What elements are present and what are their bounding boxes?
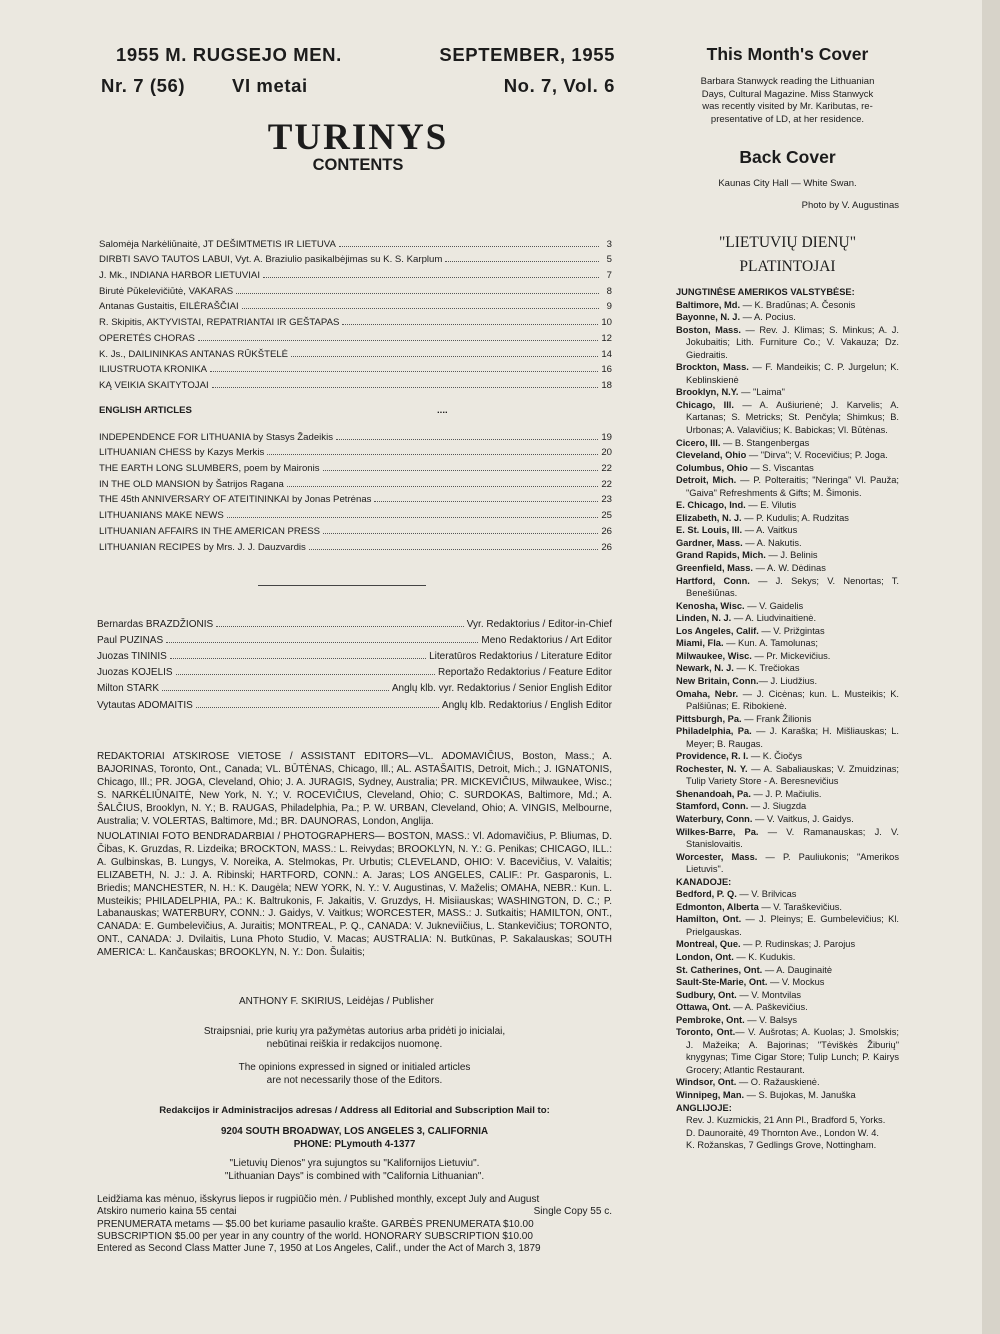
toc-entry[interactable]: K. Js., DAILININKAS ANTANAS RŪKŠTELĖ 14: [99, 348, 612, 360]
distributor-entry: Omaha, Nebr. — J. Cicėnas; kun. L. Musteikis; K. Palšiūnas; E. Ribokienė.: [676, 688, 900, 712]
toc-entry[interactable]: IN THE OLD MANSION by Šatrijos Ragana 22: [99, 478, 612, 490]
toc-entry[interactable]: Birutė Pūkelevičiūtė, VAKARAS 8: [99, 285, 612, 297]
back-cover-text: Kaunas City Hall — White Swan.: [718, 178, 857, 189]
distributor-entry: Brockton, Mass. — F. Mandeikis; C. P. Jurgelun; K. Keblinskienė: [676, 362, 899, 385]
distributor-entry: Wilkes-Barre, Pa. — V. Ramanauskas; J. V. Stanislovaitis.: [676, 826, 899, 850]
en-date: SEPTEMBER, 1955: [439, 44, 615, 65]
distributor-entry: Windsor, Ont. — O. Ražauskienė.: [676, 1077, 820, 1088]
distributor-entry: Cleveland, Ohio — "Dirva"; V. Rocevičius; P. Joga.: [676, 450, 888, 461]
page-title: TURINYS: [267, 117, 449, 158]
en-issue: No. 7, Vol. 6: [503, 75, 615, 96]
toc-entry[interactable]: LITHUANIAN AFFAIRS IN THE AMERICAN PRESS 26: [99, 525, 612, 537]
photo-credit: Photo by V. Augustinas: [801, 200, 899, 211]
distributor-entry: Baltimore, Md. — K. Bradūnas; A. Česonis: [676, 299, 856, 310]
distributor-entry: Hamilton, Ont. — J. Pleinys; E. Gumbelevičius; Kl. Prielgauskas.: [676, 914, 899, 937]
back-cover-heading: Back Cover: [739, 147, 836, 167]
distributor-entry: D. Daunoraitė, 49 Thornton Ave., London W. 4.: [686, 1127, 879, 1138]
distributors-subheading: PLATINTOJAI: [739, 258, 836, 275]
toc-entry[interactable]: Salomėja Narkėliūnaitė, JT DEŠIMTMETIS IR LIETUVA 3: [99, 238, 612, 250]
distributor-entry: Rev. J. Kuzmickis, 21 Ann Pl., Bradford 5, Yorks.: [686, 1115, 886, 1126]
lt-issue: Nr. 7 (56): [101, 75, 186, 96]
distributor-entry: Bedford, P. Q. — V. Brilvicas: [676, 889, 797, 900]
distributor-entry: Cicero, Ill. — B. Stangenbergas: [676, 437, 810, 448]
distributor-entry: K. Rožanskas, 7 Gedlings Grove, Nottingham.: [686, 1140, 877, 1151]
toc-entry[interactable]: THE 45th ANNIVERSARY OF ATEITININKAI by Jonas Petrėnas 23: [99, 494, 612, 506]
distributor-entry: Newark, N. J. — K. Trečiokas: [676, 663, 800, 674]
footer-line: Entered as Second Class Matter June 7, 1950 at Los Angeles, Calif., under the Act of March 3, 1879: [97, 1243, 541, 1255]
distributor-entry: Boston, Mass. — Rev. J. Klimas; S. Minkus; A. J. Jokubaitis; Lith. Furniture Co.; V. Vakauza; Dz. Giedraitis.: [676, 324, 899, 360]
distributor-entry: Sault-Ste-Marie, Ont. — V. Mockus: [676, 977, 825, 988]
staff-entry: Bernardas BRAZDŽIONIS Vyr. Redaktorius / Editor-in-Chief: [97, 619, 612, 631]
english-heading-dots: ....: [437, 405, 448, 416]
page-subtitle: CONTENTS: [312, 156, 404, 174]
lt-year: VI metai: [232, 75, 308, 96]
footer-price-row: Atskiro numerio kaina 55 centai Single Copy 55 c.: [97, 1206, 612, 1218]
staff-entry: Juozas KOJELIS Reportažo Redaktorius / Feature Editor: [97, 667, 612, 679]
distributor-entry: Greenfield, Mass. — A. W. Dėdinas: [676, 563, 826, 574]
toc-entry[interactable]: J. Mk., INDIANA HARBOR LIETUVIAI 7: [99, 270, 612, 282]
toc-entry[interactable]: THE EARTH LONG SLUMBERS, poem by Maironis 22: [99, 463, 612, 475]
distributor-entry: Pembroke, Ont. — V. Balsys: [676, 1014, 798, 1025]
distributor-entry: Kenosha, Wisc. — V. Gaidelis: [676, 600, 804, 611]
distributor-entry: Sudbury, Ont. — V. Montvilas: [676, 989, 802, 1000]
editorial-staff: [97, 614, 612, 711]
distributor-entry: Toronto, Ont.— V. Aušrotas; A. Kuolas; J. Smolskis; J. Mažeika; A. Bajorinas; "Tėviškės Žiburių" knygynas; Time Cigar Store; Tulip Lunch; P. Kairys Grocery; Atlantic Restaurant.: [676, 1027, 899, 1075]
distributor-entry: Detroit, Mich. — P. Polteraitis; "Neringa" Vl. Pauža; "Gaiva" Refreshments & Gifts; M. Šimonis.: [676, 475, 900, 498]
distributors-list: [676, 286, 899, 1152]
distributor-entry: Ottawa, Ont. — A. Paškevičius.: [676, 1002, 808, 1013]
toc-entry[interactable]: Antanas Gustaitis, EILĖRAŠČIAI 9: [99, 301, 612, 313]
toc-entry[interactable]: DIRBTI SAVO TAUTOS LABUI, Vyt. A. Braziulio pasikalbėjimas su K. S. Karplum 5: [99, 254, 612, 266]
country-heading: KANADOJE:: [676, 876, 732, 887]
staff-entry: Milton STARK Anglų klb. vyr. Redaktorius / Senior English Editor: [97, 683, 612, 695]
toc-entry[interactable]: OPERETĖS CHORAS 12: [99, 332, 612, 344]
distributor-entry: Hartford, Conn. — J. Sekys; V. Nenortas; T. Benešiūnas.: [676, 575, 899, 599]
distributor-entry: Pittsburgh, Pa. — Frank Žilionis: [676, 713, 812, 724]
distributor-entry: New Britain, Conn.— J. Liudžius.: [676, 675, 818, 686]
distributor-entry: Winnipeg, Man. — S. Bujokas, M. Januška: [676, 1090, 856, 1100]
distributor-entry: E. St. Louis, Ill. — A. Vaitkus: [676, 525, 798, 536]
distributor-entry: Philadelphia, Pa. — J. Karaška; H. Mišliauskas; L. Meyer; B. Raugas.: [676, 726, 899, 749]
footer-line: Leidžiama kas mėnuo, išskyrus liepos ir rugpiūčio mėn. / Published monthly, except July and August: [97, 1194, 540, 1205]
notice-lithuanian: Straipsniai, prie kurių yra pažymėtas autorius arba pridėti jo inicialai, nebūtinai reiškia ir redakcijos nuomonę.: [203, 1026, 506, 1050]
distributor-entry: Waterbury, Conn. — V. Vaitkus, J. Gaidys.: [676, 813, 854, 824]
merge-note: "Lietuvių Dienos" yra sujungtos su "Kalifornijos Lietuviu". "Lithuanian Days" is combined with "California Lithuanian".: [224, 1158, 485, 1182]
toc-english: [99, 427, 612, 553]
address-phone: PHONE: PLymouth 4-1377: [293, 1138, 416, 1150]
cover-heading: This Month's Cover: [706, 44, 869, 64]
distributor-entry: Montreal, Que. — P. Rudinskas; J. Parojus: [676, 939, 856, 950]
publisher: ANTHONY F. SKIRIUS, Leidėjas / Publisher: [239, 996, 434, 1007]
distributor-entry: Edmonton, Alberta — V. Taraškevičius.: [676, 901, 843, 912]
toc-entry[interactable]: LITHUANIANS MAKE NEWS 25: [99, 510, 612, 522]
country-heading: ANGLIJOJE:: [676, 1102, 732, 1113]
distributor-entry: Rochester, N. Y. — A. Sabaliauskas; V. Zmuidzinas; Tulip Variety Store - A. Beresnevičius: [676, 763, 899, 787]
assistant-editors: REDAKTORIAI ATSKIROSE VIETOSE / ASSISTANT EDITORS—VL. ADOMAVIČIUS, Boston, Mass.; A. BAJORINAS, Toronto, Ont., Canada; VL. BŪTĖNAS, Chicago, Ill.; AL. ASTAŠAITIS, Detroit, Mich.; J. IGNATONIS, Chicago, Ill.; PR. JOGA, Cleveland, Ohio; J. A. JURAGIS, Sydney, Australia; PR. MICKEVIČIUS, Milwaukee, Wisc.; S. NARKĖLIŪNAITĖ, New York, N. Y.; V. ROCEVIČIUS, Cleveland, Ohio; C. SURDOKAS, Baltimore, Md.; A. ŠALČIUS, Brooklyn, N. Y.; B. RAUGAS, Philadelphia, Pa.; P. W. URBAN, Cleveland, Ohio; A. VINGIS, Melbourne, Australia; V. VOLERTAS, Baltimore, Md.; BR. DAUNORAS, London, Anglija.: [97, 751, 612, 827]
toc-entry[interactable]: R. Skipitis, AKTYVISTAI, REPATRIANTAI IR GEŠTAPAS 10: [99, 317, 612, 329]
distributor-entry: Shenandoah, Pa. — J. P. Mačiulis.: [676, 788, 822, 799]
country-heading: JUNGTINĖSE AMERIKOS VALSTYBĖSE:: [676, 287, 855, 297]
distributor-entry: Milwaukee, Wisc. — Pr. Mickevičius.: [676, 650, 831, 661]
toc-entry[interactable]: ILIUSTRUOTA KRONIKA 16: [99, 364, 612, 376]
distributor-entry: St. Catherines, Ont. — A. Dauginaitė: [676, 964, 833, 975]
notice-english: The opinions expressed in signed or initialed articles are not necessarily those of the Editors.: [238, 1062, 471, 1086]
footer-line: SUBSCRIPTION $5.00 per year in any country of the world. HONORARY SUBSCRIPTION $10.00: [97, 1230, 533, 1242]
distributor-entry: E. Chicago, Ind. — E. Vilutis: [676, 500, 797, 511]
distributor-entry: Los Angeles, Calif. — V. Prižgintas: [676, 625, 825, 636]
toc-entry[interactable]: LITHUANIAN CHESS by Kazys Merkis 20: [99, 447, 612, 459]
staff-entry: Vytautas ADOMAITIS Anglų klb. Redaktorius / English Editor: [97, 699, 612, 711]
distributors-heading: "LIETUVIŲ DIENŲ": [718, 234, 857, 251]
distributor-entry: Chicago, Ill. — A. Aušiurienė; J. Karvelis; A. Kartanas; S. Metricks; St. Penčyla; Shimkus; B. Urbonas; A. Valavičius; K. Babickas; Vl. Būtėnas.: [676, 399, 899, 436]
toc-lithuanian: [99, 234, 612, 391]
distributor-entry: Bayonne, N. J. — A. Pocius.: [676, 312, 796, 323]
page-edge: [982, 0, 1000, 1334]
distributor-entry: Linden, N. J. — A. Liudvinaitienė.: [676, 613, 817, 624]
photographers: NUOLATINIAI FOTO BENDRADARBIAI / PHOTOGRAPHERS— BOSTON, MASS.: Vl. Adomavičius, P. Bliumas, D. Čibas, K. Gruzdas, R. Lizdeika; BROCKTON, MASS.: L. Reivydas; BROOKLYN, N. Y.: G. Penikas; CHICAGO, ILL.: A. Gulbinskas, B. Lungys, V. Noreika, A. Stelmokas, Pr. Urbutis; CLEVELAND, OHIO: V. Bacevičius, V. Valaitis; ELIZABETH, N. J.: J. A. Ribinski; HARTFORD, CONN.: A. Jaras; LOS ANGELES, CALIF.: Pr. Gasparonis, L. Briedis; MANCHESTER, N. H.: K. Daugėla; NEW YORK, N. Y.: V. Augustinas, V. Maželis; OMAHA, NEBR.: Kun. L. Musteikis; PHILADELPHIA, PA.: K. Baltrukonis, F. Jakaitis, V. Gruzdys, H. Misiiauskas; WASHINGTON, D. C.; P. Labanauskas; WATERBURY, CONN.: J. Gaidys, V. Vaitkus; WORCESTER, MASS.: J. Sutkaitis; HAMILTON, ONT., CANADA: E. Gumbelevičius, A. Juraitis; MONTREAL, P. Q., CANADA: V. Jukneviičius, L. Stankevičius; TORONTO, ONT., CANADA: J. Dvilaitis, Luna Photo Studio, V. Macas; AUSTRALIA: N. Butkūnas, P. Sakalauskas; SOUTH AMERICA: L. Kančauskas; BROOKLYN, N. Y.: Don. Šulaitis;: [97, 831, 612, 959]
toc-entry[interactable]: LITHUANIAN RECIPES by Mrs. J. J. Dauzvardis 26: [99, 541, 612, 553]
distributor-entry: Elizabeth, N. J. — P. Kudulis; A. Rudzitas: [676, 512, 849, 523]
section-divider: [258, 585, 426, 586]
distributor-entry: London, Ont. — K. Kudukis.: [676, 951, 796, 962]
english-articles-heading: ENGLISH ARTICLES: [99, 405, 192, 416]
lt-date: 1955 M. RUGSEJO MEN.: [116, 44, 342, 65]
footer: [97, 1194, 612, 1255]
distributor-entry: Brooklyn, N.Y. — "Laima": [676, 387, 785, 398]
footer-line: PRENUMERATA metams — $5.00 bet kuriame pasaulio krašte. GARBĖS PRENUMERATA $10.00: [97, 1218, 534, 1230]
distributor-entry: Gardner, Mass. — A. Nakutis.: [676, 537, 802, 548]
address-heading: Redakcijos ir Administracijos adresas / Address all Editorial and Subscription Mail to:: [159, 1105, 550, 1116]
toc-entry[interactable]: INDEPENDENCE FOR LITHUANIA by Stasys Žadeikis 19: [99, 431, 612, 443]
cover-description: Barbara Stanwyck reading the Lithuanian Days, Cultural Magazine. Miss Stanwyck was recently visited by Mr. Kaributas, re- presentative of LD, at her residence.: [700, 76, 875, 125]
toc-entry[interactable]: KĄ VEIKIA SKAITYTOJAI 18: [99, 379, 612, 391]
distributor-entry: Miami, Fla. — Kun. A. Tamolunas;: [676, 638, 818, 649]
address-street: 9204 SOUTH BROADWAY, LOS ANGELES 3, CALIFORNIA PHONE: PLymouth 4-1377: [97, 1126, 612, 1151]
distributor-entry: Worcester, Mass. — P. Pauliukonis; "Amerikos Lietuvis".: [676, 851, 899, 875]
staff-entry: Juozas TININIS Literatūros Redaktorius / Literature Editor: [97, 651, 612, 663]
staff-entry: Paul PUZINAS Meno Redaktorius / Art Editor: [97, 635, 612, 647]
distributor-entry: Providence, R. I. — K. Čiočys: [676, 751, 803, 762]
distributor-entry: Stamford, Conn. — J. Siugzda: [676, 801, 807, 812]
distributor-entry: Columbus, Ohio — S. Viscantas: [676, 462, 814, 473]
distributor-entry: Grand Rapids, Mich. — J. Belinis: [676, 550, 818, 561]
